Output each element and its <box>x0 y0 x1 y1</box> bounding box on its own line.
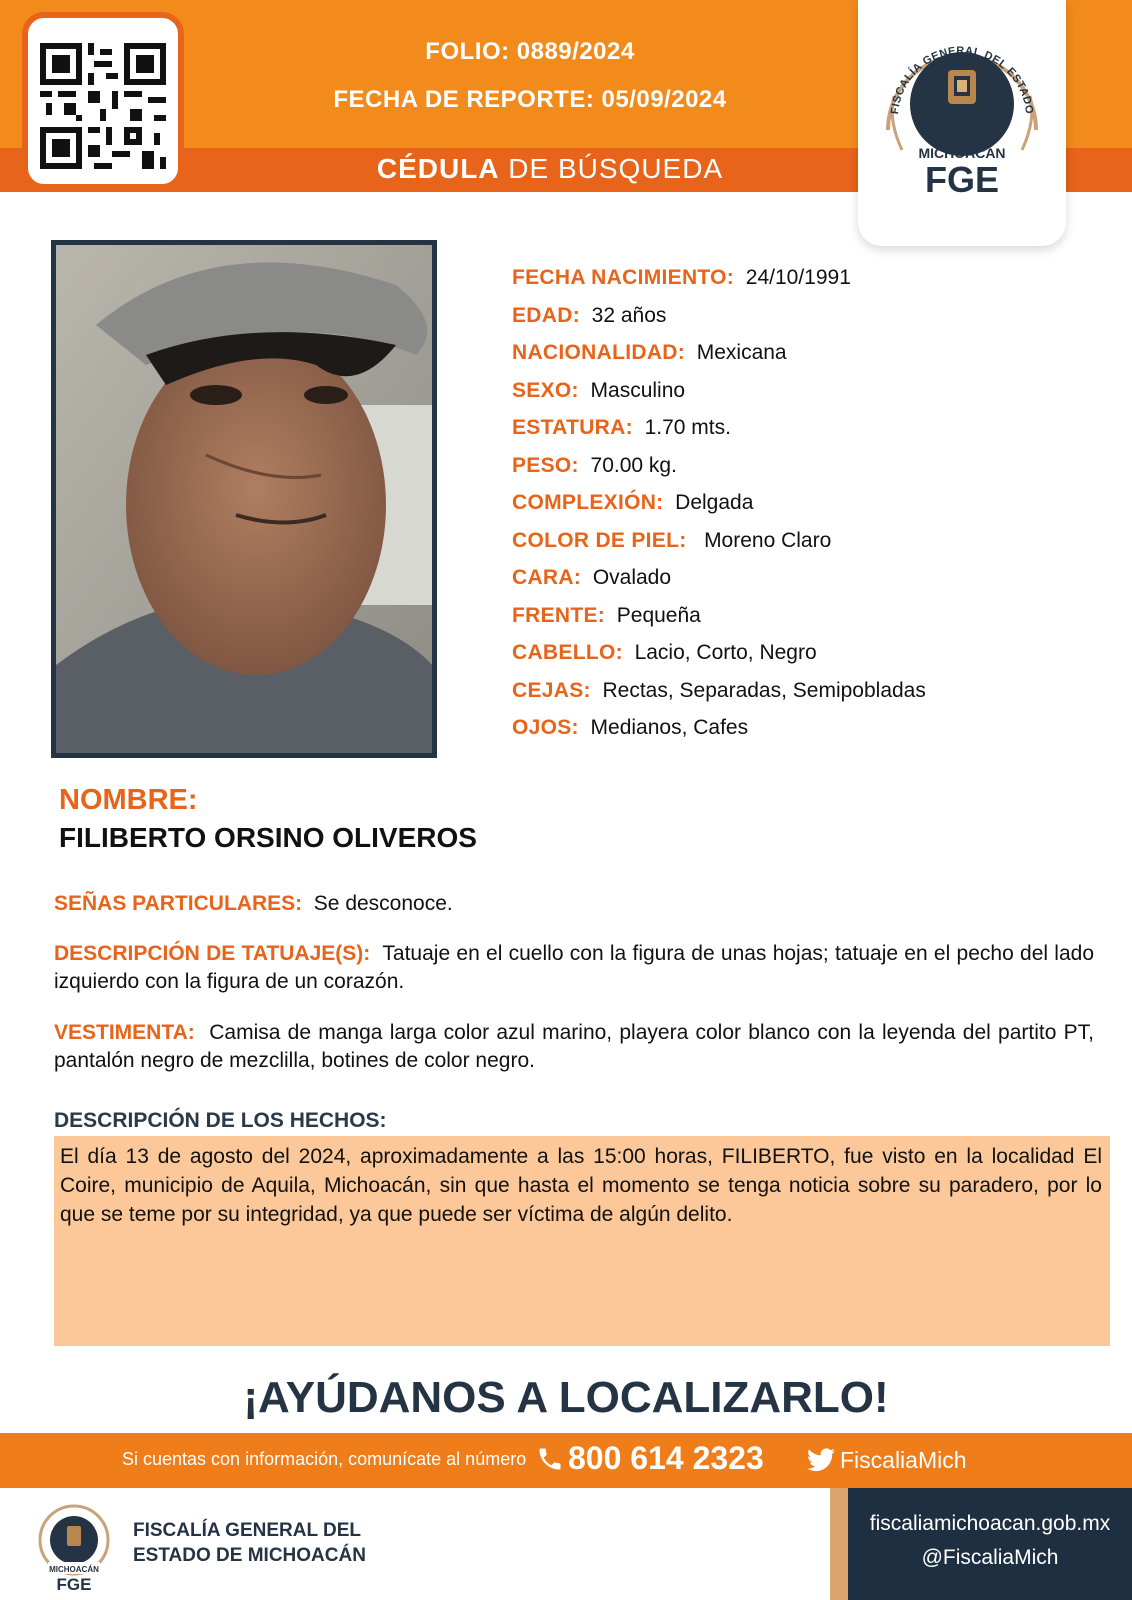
hechos-text: El día 13 de agosto del 2024, aproximadamente a las 15:00 horas, FILIBERTO, fue visto en la localidad El Coire, municipio de Aquila, Michoacán, sin que hasta el momento se tenga noticia sobre su paradero, por lo que se teme por su integridad, ya que puede ser víctima de algún delito. <box>60 1145 1102 1226</box>
field-label: FECHA NACIMIENTO: <box>512 266 735 289</box>
field-label: COMPLEXIÓN: <box>512 491 664 514</box>
field-value: Moreno Claro <box>704 529 832 552</box>
senas-particulares <box>54 890 1094 918</box>
vestimenta-label: VESTIMENTA: <box>54 1021 195 1044</box>
fge-seal-icon <box>858 0 1066 246</box>
field-label: FRENTE: <box>512 604 606 627</box>
qr-code[interactable] <box>22 12 184 190</box>
phone-icon <box>536 1444 564 1474</box>
twitter-icon <box>807 1448 835 1472</box>
field-value: 32 años <box>591 304 667 327</box>
field-value: 70.00 kg. <box>590 454 677 477</box>
seal-state: MICHOACÁN <box>918 145 1006 161</box>
website-link[interactable]: fiscaliamichoacan.gob.mx <box>869 1512 1111 1535</box>
tatuajes-description <box>54 940 1094 996</box>
field-peso <box>512 454 677 478</box>
footer-accent-strip <box>830 1488 848 1600</box>
field-label: SEXO: <box>512 379 579 402</box>
document-title-bold: CÉDULA <box>376 153 500 184</box>
field-value: Pequeña <box>616 604 701 627</box>
field-color-piel <box>512 529 831 553</box>
field-label: NACIONALIDAD: <box>512 341 686 364</box>
senas-label: SEÑAS PARTICULARES: <box>54 892 303 915</box>
field-label: PESO: <box>512 454 579 477</box>
name-label: NOMBRE: <box>59 784 198 816</box>
field-cejas <box>512 679 926 703</box>
field-value: Mexicana <box>696 341 787 364</box>
footer-dark-panel <box>830 1488 1132 1600</box>
senas-text: Se desconoce. <box>313 892 453 915</box>
hechos-box <box>54 1136 1110 1346</box>
twitter-handle-link[interactable]: FiscaliaMich <box>840 1447 967 1473</box>
org-name-line2: ESTADO DE MICHOACÁN <box>133 1545 366 1566</box>
small-seal-abbr: FGE <box>56 1575 92 1592</box>
field-label: COLOR DE PIEL: <box>512 529 687 552</box>
seal-ring-text: FISCALÍA GENERAL DEL ESTADO <box>889 44 1035 115</box>
field-cabello <box>512 641 817 665</box>
field-label: ESTATURA: <box>512 416 633 439</box>
vestimenta-description <box>54 1019 1094 1075</box>
call-to-action: ¡AYÚDANOS A LOCALIZARLO! <box>243 1373 889 1422</box>
field-value: Medianos, Cafes <box>590 716 749 739</box>
document-title-rest: DE BÚSQUEDA <box>499 153 724 184</box>
field-ojos <box>512 716 748 740</box>
field-label: OJOS: <box>512 716 579 739</box>
social-handle-link[interactable]: @FiscaliaMich <box>921 1546 1059 1569</box>
seal-abbr: FGE <box>924 159 1000 200</box>
report-date: FECHA DE REPORTE: 05/09/2024 <box>333 86 727 113</box>
qr-code-icon <box>40 36 166 176</box>
field-value: 24/10/1991 <box>745 266 851 289</box>
tatuajes-label: DESCRIPCIÓN DE TATUAJE(S): <box>54 942 371 965</box>
org-name-line1: FISCALÍA GENERAL DEL <box>133 1520 362 1541</box>
field-value: Delgada <box>675 491 754 514</box>
field-value: 1.70 mts. <box>644 416 731 439</box>
field-label: CABELLO: <box>512 641 623 664</box>
missing-person-photo <box>51 240 437 758</box>
fge-logo-card <box>858 0 1066 246</box>
hechos-label: DESCRIPCIÓN DE LOS HECHOS: <box>54 1109 387 1132</box>
field-complexion <box>512 491 753 515</box>
field-sexo <box>512 379 685 403</box>
vestimenta-text: Camisa de manga larga color azul marino, playera color blanco con la leyenda del partito PT, pantalón negro de mezclilla, botines de color negro. <box>54 1021 1094 1072</box>
phone-number-link[interactable]: 800 614 2323 <box>568 1440 764 1476</box>
field-value: Masculino <box>590 379 686 402</box>
field-edad <box>512 304 666 328</box>
person-portrait <box>56 245 432 753</box>
document-title <box>250 153 850 185</box>
person-name: FILIBERTO ORSINO OLIVEROS <box>59 822 477 853</box>
field-nacionalidad <box>512 341 787 365</box>
field-value: Lacio, Corto, Negro <box>634 641 817 664</box>
fge-small-seal-icon <box>28 1500 120 1592</box>
field-value: Rectas, Separadas, Semipobladas <box>602 679 926 702</box>
tatuajes-text: Tatuaje en el cuello con la figura de unas hojas; tatuaje en el pecho del lado izquierdo con la figura de un corazón. <box>54 942 1095 993</box>
field-frente <box>512 604 701 628</box>
field-cara <box>512 566 671 590</box>
field-fecha-nacimiento <box>512 266 851 290</box>
field-estatura <box>512 416 731 440</box>
field-label: CEJAS: <box>512 679 591 702</box>
contact-info-text: Si cuentas con información, comunícate al número <box>122 1449 527 1469</box>
small-seal-state: MICHOACÁN <box>49 1565 99 1574</box>
field-label: CARA: <box>512 566 582 589</box>
field-label: EDAD: <box>512 304 580 327</box>
folio: FOLIO: 0889/2024 <box>425 38 635 65</box>
field-value: Ovalado <box>592 566 672 589</box>
